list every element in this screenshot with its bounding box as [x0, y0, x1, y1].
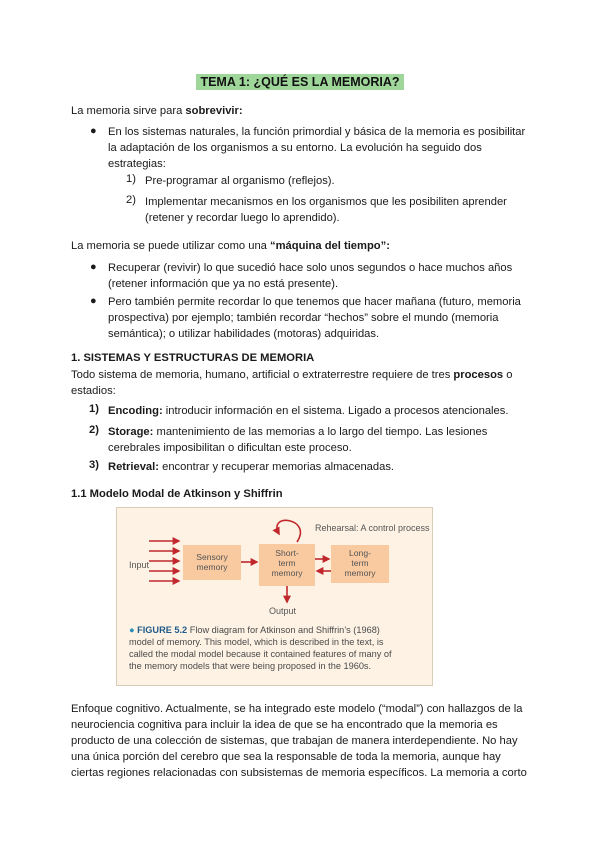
short-term-label-2: term — [278, 558, 296, 568]
modal-model-figure — [116, 507, 433, 686]
text-line: producto de una colección de sistemas, que trabajan de manera interdependiente. No hay — [71, 735, 518, 747]
strategy-number: 2) — [126, 194, 136, 206]
process-encoding — [108, 403, 531, 419]
section-intro — [71, 367, 531, 399]
text-line — [108, 459, 531, 475]
text-line: ciertas regiones relacionadas con subsistemas de memoria específicos. La memoria a corto — [71, 767, 527, 779]
input-arrows — [149, 541, 179, 581]
intro-paragraph-2 — [71, 238, 531, 254]
input-label: Input — [129, 560, 150, 570]
long-term-label-2: term — [351, 558, 369, 568]
text-run: encontrar y recuperar memorias almacenadas. — [159, 461, 395, 473]
text-line: Pre-programar al organismo (reflejos). — [145, 175, 335, 187]
bullet-marker: ● — [90, 295, 97, 307]
intro2-text: La memoria se puede utilizar como una — [71, 240, 270, 252]
process-term: Encoding: — [108, 405, 163, 417]
text-line: una única porción del cerebro que sea la responsable de toda la memoria, aunque hay — [71, 751, 501, 763]
text-line: En los sistemas naturales, la función primordial y básica de la memoria es posibilitar — [108, 126, 526, 138]
text-line: la adaptación de los organismos a su entorno. La evolución ha seguido dos — [108, 142, 482, 154]
process-term: Storage: — [108, 426, 154, 438]
text-run: Todo sistema de memoria, humano, artificial o extraterrestre requiere de tres — [71, 369, 454, 381]
text-line — [108, 403, 531, 419]
text-line: prospectiva) por ejemplo; también recordar “hechos” sobre el mundo (memoria — [108, 312, 499, 324]
text-line — [71, 367, 531, 383]
strategy-text — [145, 173, 531, 189]
text-line: estrategias: — [108, 158, 166, 170]
process-number: 3) — [89, 459, 99, 471]
text-line: Recuperar (revivir) lo que sucedió hace solo unos segundos o hace muchos años — [108, 262, 513, 274]
short-term-label-3: memory — [271, 568, 303, 578]
text-line: (retener y recordar luego lo aprendido). — [145, 212, 340, 224]
text-line — [129, 624, 425, 636]
text-line: Enfoque cognitivo. Actualmente, se ha integrado este modelo (“modal”) con hallazgos de la — [71, 703, 523, 715]
text-line: Pero también permite recordar lo que tenemos que hacer mañana (futuro, memoria — [108, 296, 521, 308]
subsection-heading: 1.1 Modelo Modal de Atkinson y Shiffrin — [71, 488, 283, 500]
long-term-label-3: memory — [344, 568, 376, 578]
bullet-marker: ● — [90, 261, 97, 273]
rehearsal-loop-arrow — [277, 520, 300, 542]
caption-dot-icon: ● — [129, 625, 135, 635]
intro1-text: La memoria sirve para — [71, 105, 186, 117]
figure-caption — [129, 624, 425, 672]
text-line: neurociencia cognitiva para incluir la idea de que se ha encontrado que la memoria es — [71, 719, 498, 731]
process-retrieval — [108, 459, 531, 475]
text-line: Implementar mecanismos en los organismos que les posibiliten aprender — [145, 196, 507, 208]
bullet-text-recall — [108, 260, 531, 292]
long-term-label-1: Long- — [349, 548, 371, 558]
process-number: 2) — [89, 424, 99, 436]
text-line: the memory models that were being proposed in the 1960s. — [129, 661, 372, 671]
text-line: (retener información que ya no está presente). — [108, 278, 339, 290]
text-line: cerebrales imposibilitan o dificultan este proceso. — [108, 442, 352, 454]
section-heading: 1. SISTEMAS Y ESTRUCTURAS DE MEMORIA — [71, 352, 315, 364]
output-label: Output — [269, 606, 297, 616]
bullet-marker: ● — [90, 125, 97, 137]
rehearsal-label: Rehearsal: A control process — [315, 523, 430, 533]
text-line: called the modal model because it contained features of many of — [129, 649, 392, 659]
strategy-number: 1) — [126, 173, 136, 185]
text-line: semántica); o utilizar habilidades (motoras) adquiridas. — [108, 328, 380, 340]
closing-paragraph — [71, 701, 531, 781]
text-run: introducir información en el sistema. Ligado a procesos atencionales. — [162, 405, 509, 417]
process-number: 1) — [89, 403, 99, 415]
text-run: mantenimiento de las memorias a lo largo del tiempo. Las lesiones — [153, 426, 488, 438]
process-term: Retrieval: — [108, 461, 159, 473]
sensory-label-2: memory — [196, 562, 228, 572]
intro-paragraph-1 — [71, 103, 531, 119]
text-line: model of memory. This model, which is described in the text, is — [129, 637, 384, 647]
bullet-text-prospective — [108, 294, 531, 342]
short-term-label-1: Short- — [275, 548, 299, 558]
strategy-text — [145, 194, 531, 226]
sensory-label-1: Sensory — [196, 552, 228, 562]
bullet-text-natural-systems — [108, 124, 531, 172]
intro2-bold: “máquina del tiempo”: — [270, 240, 390, 252]
intro1-bold: sobrevivir: — [185, 105, 243, 117]
text-run: Flow diagram for Atkinson and Shiffrin’s (1968) — [187, 625, 380, 635]
text-line — [108, 424, 531, 440]
caption-head: FIGURE 5.2 — [137, 625, 188, 635]
text-line: estadios: — [71, 385, 116, 397]
page-title: TEMA 1: ¿QUÉ ES LA MEMORIA? — [196, 74, 403, 90]
process-storage — [108, 424, 531, 456]
text-bold: procesos — [453, 369, 504, 381]
text-run: o — [503, 369, 513, 381]
title-container — [0, 73, 600, 91]
